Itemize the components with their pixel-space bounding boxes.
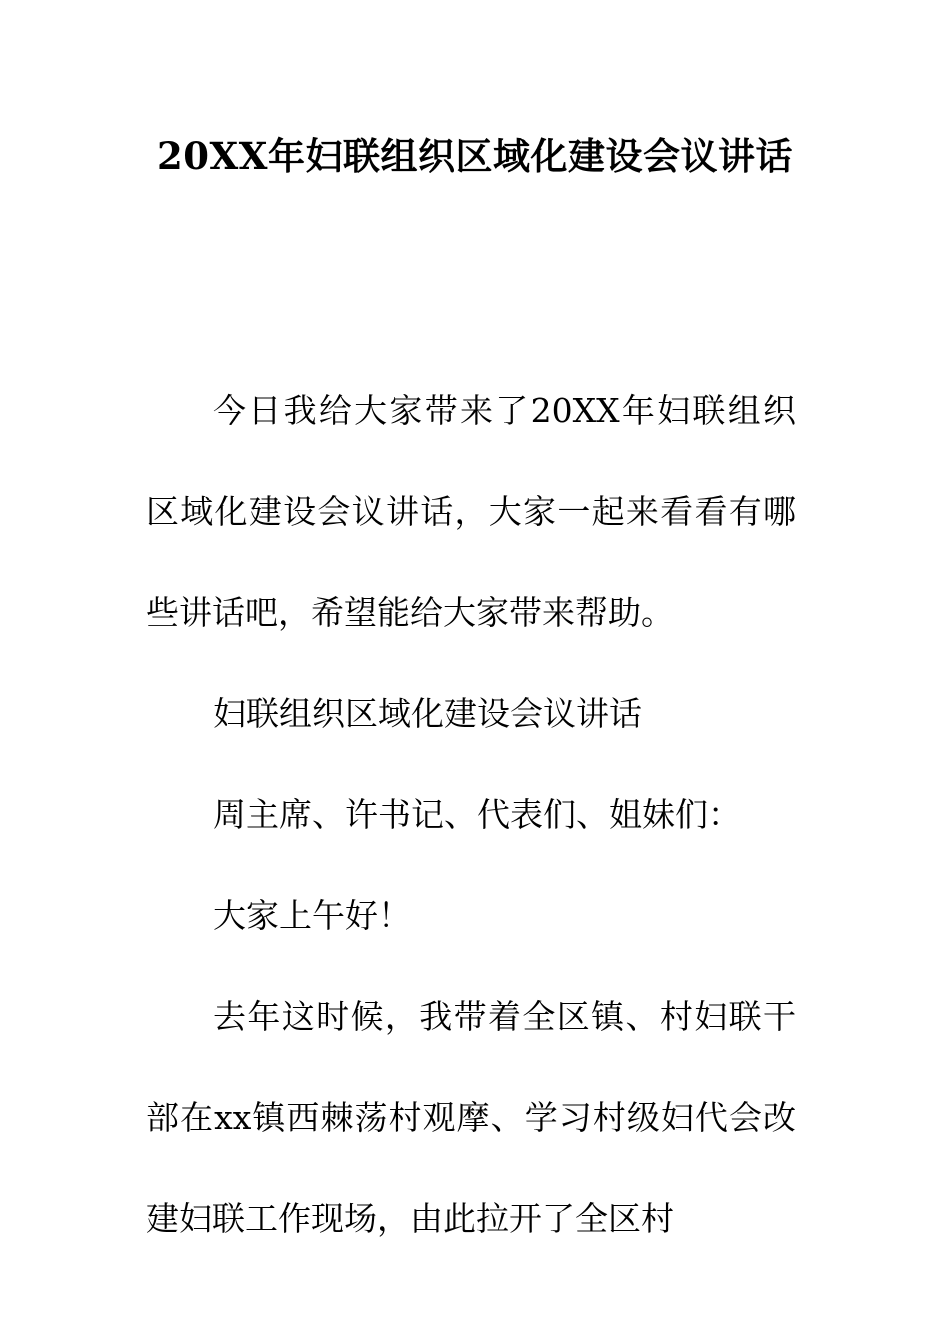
paragraph-body: 去年这时候，我带着全区镇、村妇联干部在xx镇西棘荡村观摩、学习村级妇代会改建妇联工作现场，由此拉开了全区村	[146, 997, 796, 1238]
paragraph-salutation: 周主席、许书记、代表们、姐妹们：	[213, 795, 741, 834]
paragraph-intro: 今日我给大家带来了20XX年妇联组织区域化建设会议讲话，大家一起来看看有哪些讲话吧，希望能给大家带来帮助。	[146, 391, 796, 632]
document-title: 20XX年妇联组织区域化建设会议讲话	[157, 134, 793, 178]
document-body	[146, 360, 796, 1269]
paragraph-heading: 妇联组织区域化建设会议讲话	[213, 694, 642, 733]
paragraph-greeting: 大家上午好！	[213, 896, 411, 935]
